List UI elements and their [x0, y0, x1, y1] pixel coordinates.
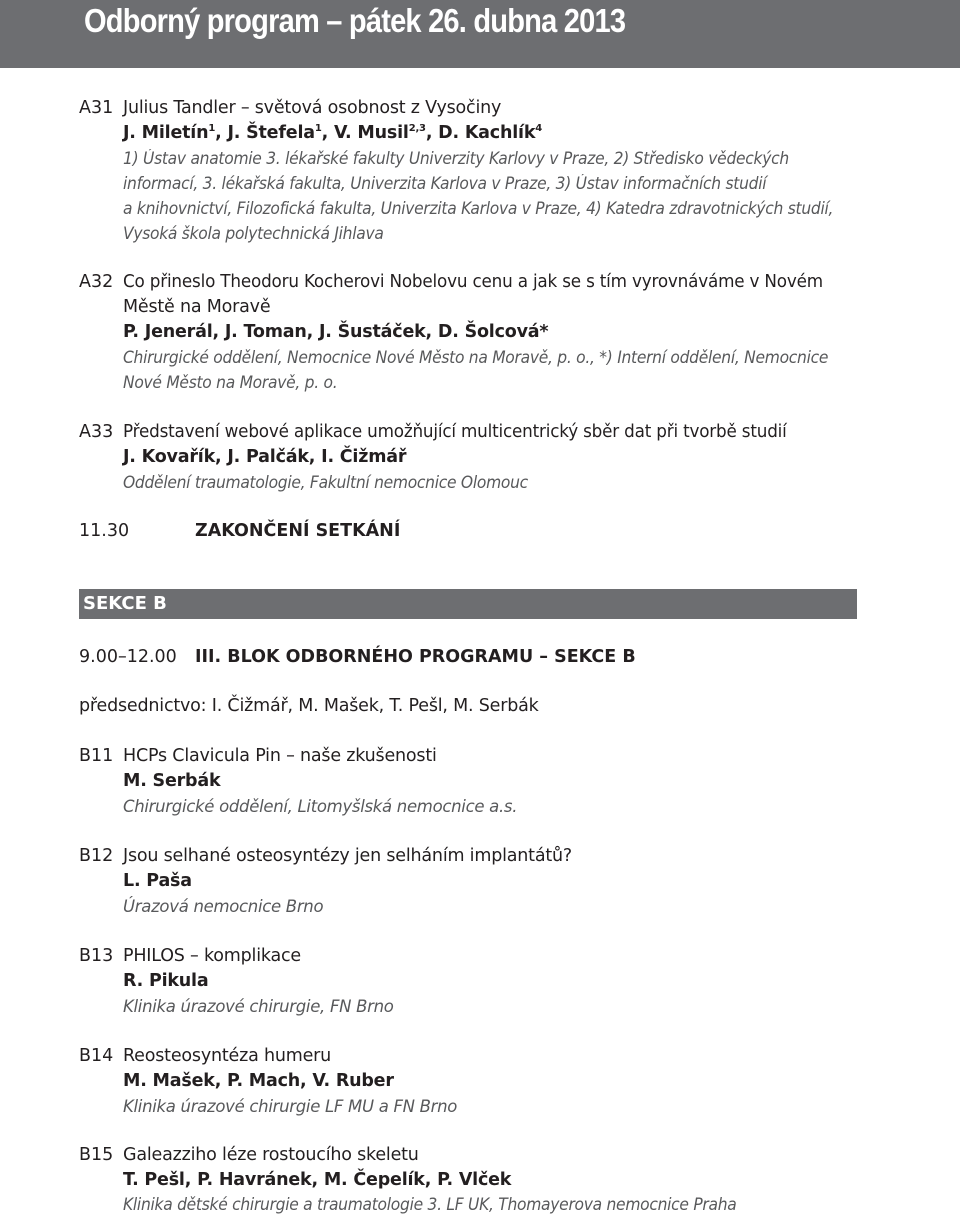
item-code: B11: [79, 746, 114, 766]
page-header: [0, 0, 960, 68]
item-authors: M. Mašek, P. Mach, V. Ruber: [123, 1071, 394, 1091]
item-title: HCPs Clavicula Pin – naše zkušenosti: [123, 746, 437, 766]
item-title: Reosteosyntéza humeru: [123, 1046, 332, 1066]
item-authors: L. Paša: [123, 871, 192, 891]
section-b-chairs: předsednictvo: I. Čižmář, M. Mašek, T. Pešl, M. Serbák: [79, 696, 539, 716]
item-title: PHILOS – komplikace: [123, 946, 301, 966]
item-title: Představení webové aplikace umožňující multicentrický sběr dat při tvorbě studií: [123, 422, 787, 442]
item-title-line: Co přineslo Theodoru Kocherovi Nobelovu cenu a jak se s tím vyrovnáváme v Novém: [123, 272, 823, 292]
item-affiliation: Klinika úrazové chirurgie, FN Brno: [123, 997, 394, 1016]
item-code: B15: [79, 1145, 114, 1165]
item-code: B12: [79, 846, 114, 866]
section-b-label: SEKCE B: [83, 593, 167, 614]
item-title-line: Městě na Moravě: [123, 297, 271, 317]
item-affiliation-line: a knihovnictví, Filozofická fakulta, Univerzita Karlova v Praze, 4) Katedra zdravotnických studií,: [123, 199, 834, 218]
item-affiliation-line: Nové Město na Moravě, p. o.: [123, 373, 338, 392]
item-affiliation-line: informací, 3. lékařská fakulta, Univerzita Karlova v Praze, 3) Ústav informačních studií: [123, 174, 767, 193]
item-affiliation: Úrazová nemocnice Brno: [123, 897, 324, 916]
section-b-bar: [79, 589, 857, 619]
item-code: A31: [79, 98, 114, 118]
item-code: B14: [79, 1046, 114, 1066]
item-affiliation-line: Vysoká škola polytechnická Jihlava: [123, 224, 384, 243]
item-affiliation: Klinika úrazové chirurgie LF MU a FN Brno: [123, 1097, 458, 1116]
item-title: Galeazziho léze rostoucího skeletu: [123, 1145, 419, 1165]
item-affiliation: Klinika dětské chirurgie a traumatologie 3. LF UK, Thomayerova nemocnice Praha: [123, 1195, 737, 1214]
item-code: A32: [79, 272, 114, 292]
section-b-time: 9.00–12.00: [79, 647, 177, 667]
item-title: Jsou selhané osteosyntézy jen selháním implantátů?: [123, 846, 573, 866]
section-b-heading: III. BLOK ODBORNÉHO PROGRAMU – SEKCE B: [195, 647, 636, 667]
item-title: Julius Tandler – světová osobnost z Vysočiny: [123, 98, 502, 118]
closing-time: 11.30: [79, 521, 130, 541]
page-title: Odborný program – pátek 26. dubna 2013: [84, 2, 626, 39]
item-authors: M. Serbák: [123, 771, 221, 791]
item-authors: J. Kovařík, J. Palčák, I. Čižmář: [123, 447, 407, 467]
item-affiliation: Chirurgické oddělení, Litomyšlská nemocnice a.s.: [123, 797, 518, 816]
item-affiliation: Oddělení traumatologie, Fakultní nemocnice Olomouc: [123, 473, 528, 492]
item-authors: T. Pešl, P. Havránek, M. Čepelík, P. Vlček: [123, 1170, 512, 1190]
item-authors: P. Jenerál, J. Toman, J. Šustáček, D. Šolcová*: [123, 322, 549, 342]
item-code: B13: [79, 946, 114, 966]
item-code: A33: [79, 422, 114, 442]
item-affiliation-line: Chirurgické oddělení, Nemocnice Nové Město na Moravě, p. o., *) Interní oddělení, Nemocnice: [123, 348, 829, 367]
item-affiliation-line: 1) Ústav anatomie 3. lékařské fakulty Univerzity Karlovy v Praze, 2) Středisko vědeckých: [123, 149, 789, 168]
closing-label: ZAKONČENÍ SETKÁNÍ: [195, 521, 401, 541]
item-authors: J. Miletín$^1$, J. Štefela$^1$, V. Musil$^{2,3}$, D. Kachlík$^4$: [123, 123, 543, 143]
item-authors: R. Pikula: [123, 971, 209, 991]
